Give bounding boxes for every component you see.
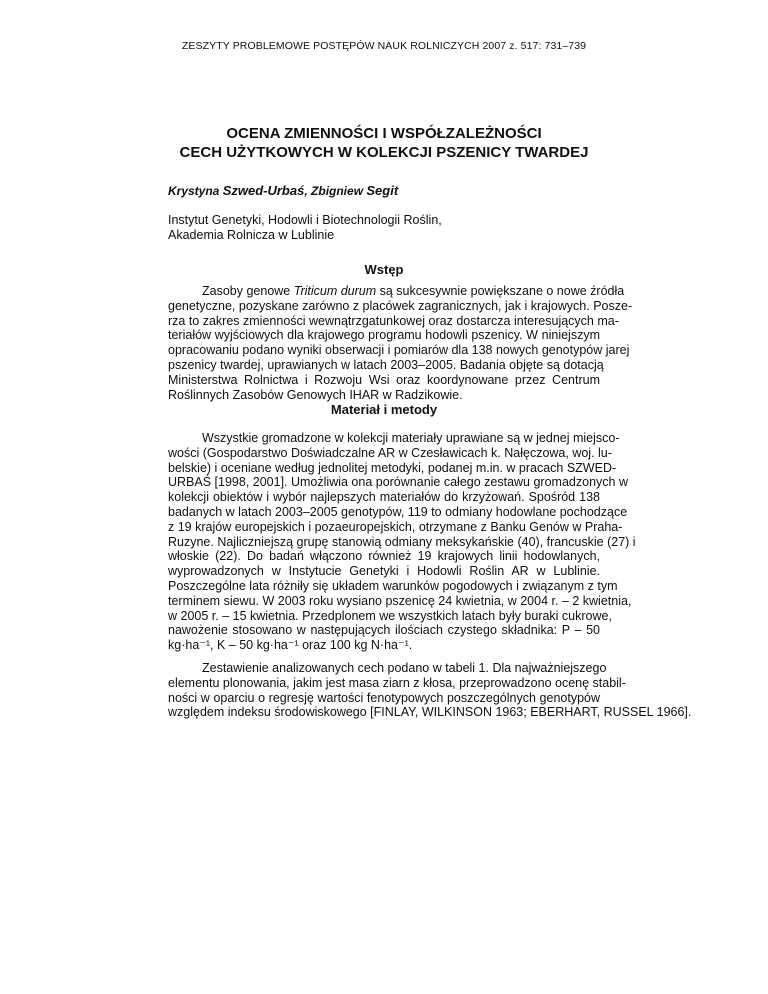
author-separator: , xyxy=(304,184,308,198)
section-heading-intro: Wstęp xyxy=(364,262,404,277)
methods-line: Wszystkie gromadzone w kolekcji materiały uprawiane są w jednej miejsco- xyxy=(202,431,620,445)
methods-line: badanych w latach 2003–2005 genotypów, 119 to odmiany hodowlane pochodzące xyxy=(168,504,628,519)
running-head: ZESZYTY PROBLEMOWE POSTĘPÓW NAUK ROLNICZYCH 2007 z. 517: 731–739 xyxy=(181,40,587,52)
methods2-line: ności w oparciu o regresję wartości fenotypowych poszczególnych genotypów xyxy=(168,690,600,705)
methods-line: belskie) i oceniane według jednolitej metodyki, podanej m.in. w pracach SZWED- xyxy=(168,460,617,475)
methods2-line: względem indeksu środowiskowego [FINLAY, WILKINSON 1963; EBERHART, RUSSEL 1966]. xyxy=(168,705,692,720)
intro-line: rza to zakres zmienności wewnątrzgatunkowej oraz dostarcza interesujących ma- xyxy=(168,313,619,328)
author-1-last: Szwed-Urbaś xyxy=(222,183,305,198)
title-line-1: OCENA ZMIENNOŚCI I WSPÓŁZALEŻNOŚCI xyxy=(226,125,542,142)
intro-paragraph xyxy=(168,284,633,402)
methods2-line: elementu plonowania, jakim jest masa ziarn z kłosa, przeprowadzono ocenę stabil- xyxy=(168,675,626,690)
paper-title xyxy=(0,124,768,162)
methods-line: kolekcji obiektów i wybór najlepszych materiałów do krzyżowań. Spośród 138 xyxy=(168,490,600,505)
methods-line: z 19 krajów europejskich i pozaeuropejskich, otrzymane z Banku Genów w Praha- xyxy=(168,519,623,534)
methods-line: wyprowadzonych w Instytucie Genetyki i Hodowli Roślin AR w Lublinie. xyxy=(168,564,600,579)
affiliation-line-1: Instytut Genetyki, Hodowli i Biotechnologii Roślin, xyxy=(168,213,442,227)
methods-line: nawożenie stosowano w następujących ilościach czystego składnika: P – 50 xyxy=(168,623,600,638)
affiliation xyxy=(168,213,442,243)
affiliation-line-2: Akademia Rolnicza w Lublinie xyxy=(168,228,335,242)
author-2-first: Zbigniew xyxy=(311,184,364,198)
intro-line: genetyczne, pozyskane zarówno z placówek zagranicznych, jak i krajowych. Posze- xyxy=(168,298,633,313)
methods-line: Poszczególne lata różniły się układem warunków pogodowych i związanym z tym xyxy=(168,578,618,593)
intro-line: opracowaniu podano wyniki obserwacji i pomiarów dla 138 nowych genotypów jarej xyxy=(168,343,630,358)
authors xyxy=(168,183,398,198)
methods-line: wości (Gospodarstwo Doświadczalne AR w Czesławicach k. Nałęczowa, woj. lu- xyxy=(168,445,612,460)
methods-line: terminem siewu. W 2003 roku wysiano pszenicę 24 kwietnia, w 2004 r. – 2 kwietnia, xyxy=(168,593,632,608)
intro-line: Zasoby genowe Triticum durum są sukcesywnie powiększane o nowe źródła xyxy=(202,284,625,298)
methods-line: kg·ha⁻¹, K – 50 kg·ha⁻¹ oraz 100 kg N·ha⁻¹. xyxy=(168,638,413,653)
methods2-line: Zestawienie analizowanych cech podano w tabeli 1. Dla najważniejszego xyxy=(202,661,607,675)
intro-line: Roślinnych Zasobów Genowych IHAR w Radzikowie. xyxy=(168,387,463,402)
intro-line: teriałów wyjściowych dla krajowego programu hodowli pszenicy. W niniejszym xyxy=(168,328,600,343)
methods-paragraph-2 xyxy=(168,661,692,720)
intro-line: Ministerstwa Rolnictwa i Rozwoju Wsi oraz koordynowane przez Centrum xyxy=(168,372,600,387)
methods-line: Ruzyne. Najliczniejszą grupę stanowią odmiany meksykańskie (40), francuskie (27) i xyxy=(168,534,636,549)
methods-paragraph xyxy=(168,431,636,653)
methods-line: w 2005 r. – 15 kwietnia. Przedplonem we wszystkich latach były buraki cukrowe, xyxy=(168,608,612,623)
author-2-last: Segit xyxy=(366,183,399,198)
author-1-first: Krystyna xyxy=(168,184,220,198)
methods-line: włoskie (22). Do badań włączono również 19 krajowych linii hodowlanych, xyxy=(168,549,600,564)
section-heading-methods: Materiał i metody xyxy=(330,402,438,417)
title-line-2: CECH UŻYTKOWYCH W KOLEKCJI PSZENICY TWARDEJ xyxy=(179,144,589,161)
methods-line: URBAŚ [1998, 2001]. Umożliwia ona porównanie całego zestawu gromadzonych w xyxy=(168,475,628,490)
intro-line: pszenicy twardej, uprawianych w latach 2003–2005. Badania objęte są dotacją xyxy=(168,357,604,372)
